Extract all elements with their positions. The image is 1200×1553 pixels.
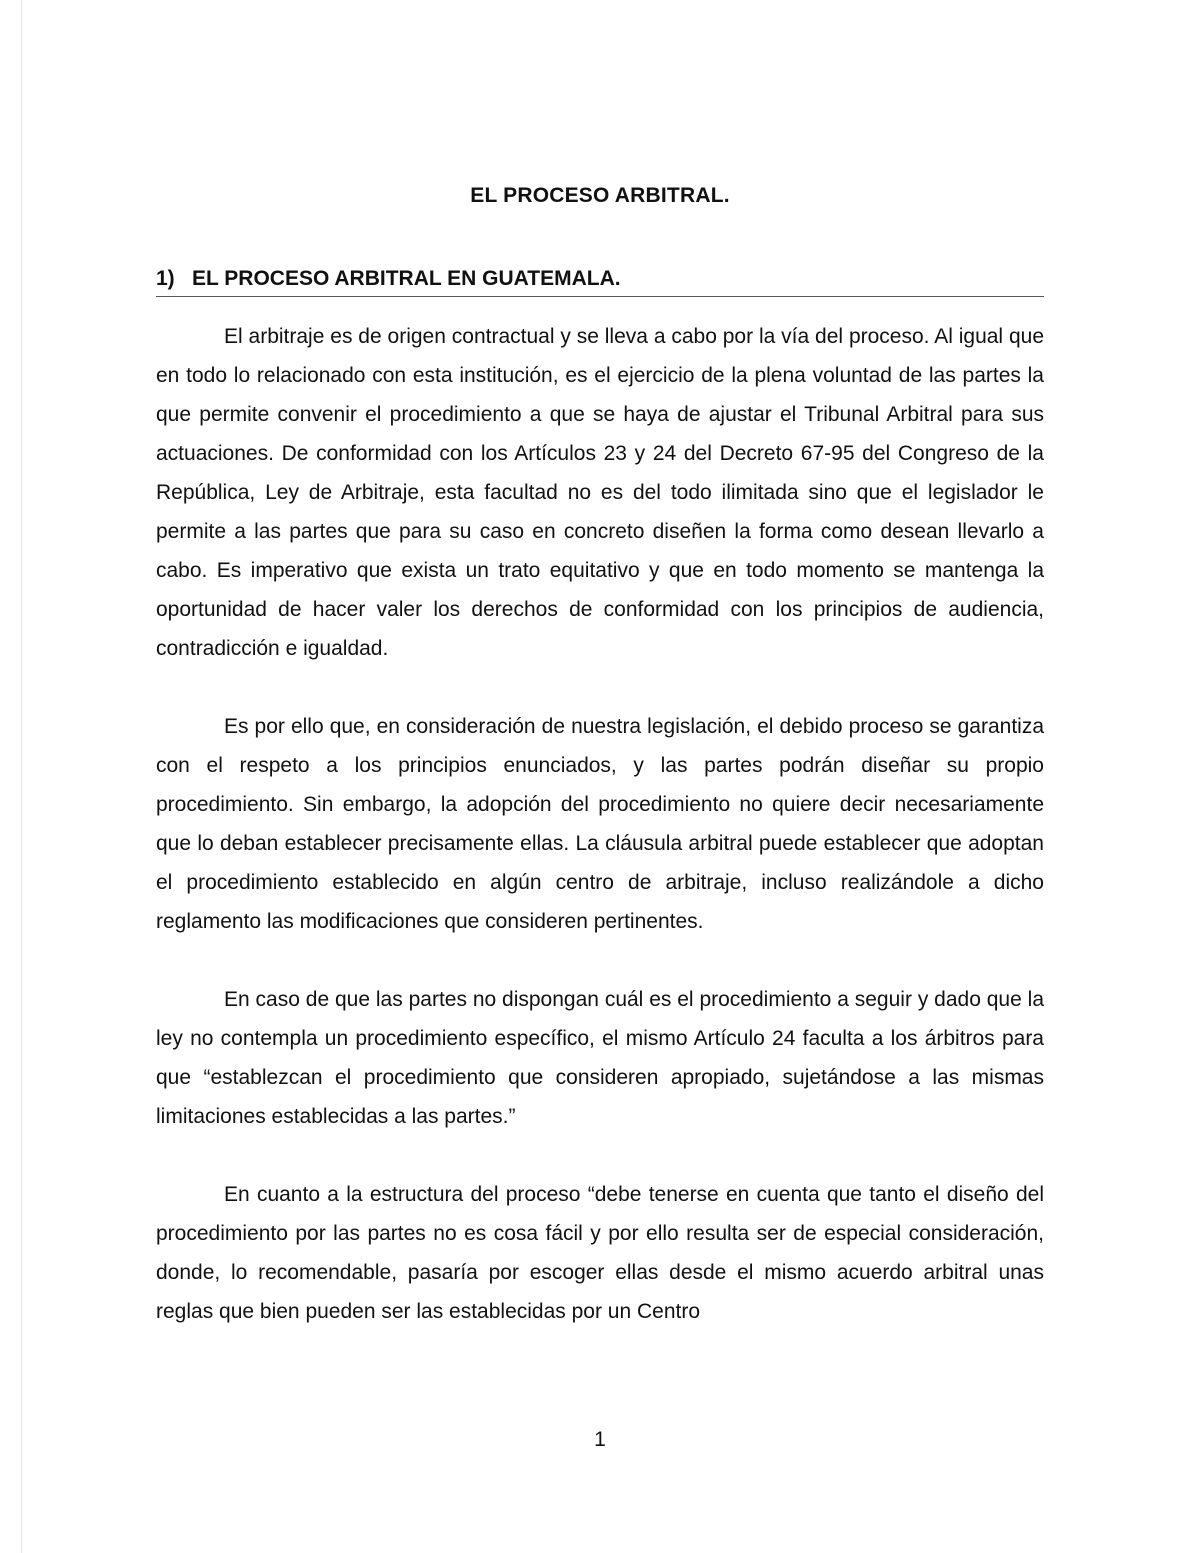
page-number: 1 [594, 1428, 606, 1451]
paragraph-3: En caso de que las partes no dispongan cuál es el procedimiento a seguir y dado que la ley no contempla un procedimiento específico, el mismo Artículo 24 faculta a los árbitros para que “establezcan el procedimiento que consideren apropiado, sujetándose a las mismas limitaciones establecidas a las partes.” [156, 988, 1044, 1128]
document-title: EL PROCESO ARBITRAL. [470, 184, 730, 207]
page-edge-line [21, 0, 22, 1553]
paragraph-4: En cuanto a la estructura del proceso “debe tenerse en cuenta que tanto el diseño del procedimiento por las partes no es cosa fácil y por ello resulta ser de especial consideración, donde, lo recomendable, pasaría por escoger ellas desde el mismo acuerdo arbitral unas reglas que bien pueden ser las establecidas por un Centro [156, 1183, 1044, 1323]
paragraph-2: Es por ello que, en consideración de nuestra legislación, el debido proceso se garantiza con el respeto a los principios enunciados, y las partes podrán diseñar su propio procedimiento. Sin embargo, la adopción del procedimiento no quiere decir necesariamente que lo deban establecer precisamente ellas. La cláusula arbitral puede establecer que adoptan el procedimiento establecido en algún centro de arbitraje, incluso realizándole a dicho reglamento las modificaciones que consideren pertinentes. [156, 715, 1044, 933]
section-heading [156, 264, 1044, 297]
page-content [156, 178, 1044, 1331]
section-number: 1) [156, 267, 175, 290]
section-heading-text: EL PROCESO ARBITRAL EN GUATEMALA. [192, 267, 621, 290]
paragraph-1: El arbitraje es de origen contractual y se lleva a cabo por la vía del proceso. Al igual que en todo lo relacionado con esta institución, es el ejercicio de la plena voluntad de las partes la que permite convenir el procedimiento a que se haya de ajustar el Tribunal Arbitral para sus actuaciones. De conformidad con los Artículos 23 y 24 del Decreto 67-95 del Congreso de la República, Ley de Arbitraje, esta facultad no es del todo ilimitada sino que el legislador le permite a las partes que para su caso en concreto diseñen la forma como desean llevarlo a cabo. Es imperativo que exista un trato equitativo y que en todo momento se mantenga la oportunidad de hacer valer los derechos de conformidad con los principios de audiencia, contradicción e igualdad. [156, 325, 1044, 660]
